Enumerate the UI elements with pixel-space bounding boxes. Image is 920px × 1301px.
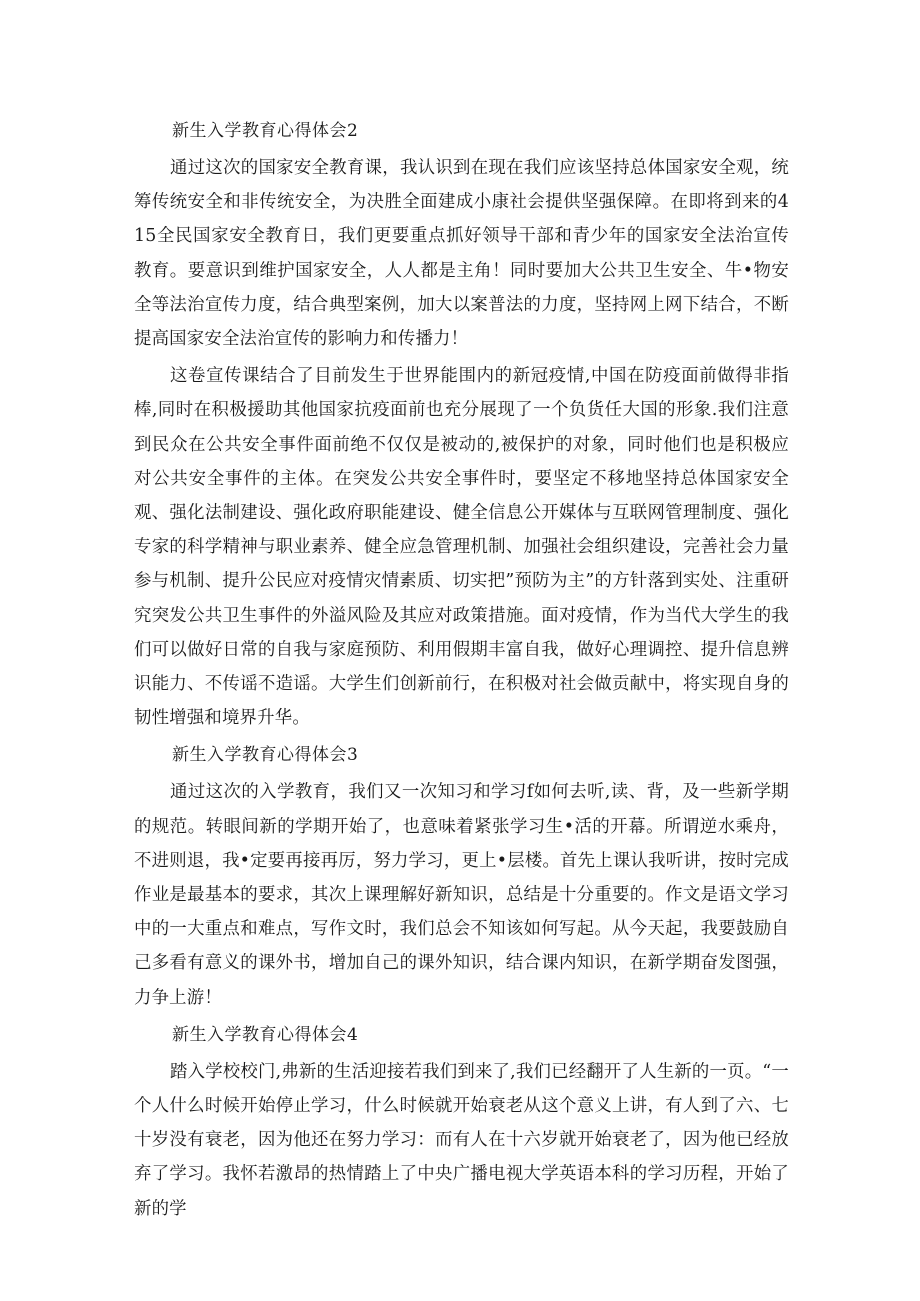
section-heading: 新生入学教育心得体会3: [172, 745, 359, 766]
document-body: [134, 114, 789, 1229]
body-paragraph: 通过这次的入学教育，我们又一次知习和学习f如何去听,读、背，及一些新学期的规范。转眼间新的学期开始了，也意味着紧张学习生•活的开幕。所谓逆水乘舟，不进则退，我•定要再接再厉，努力学习，更上•层楼。首先上课认我听讲，按时完成作业是最基本的要求，其次上课理解好新知识，总结是十分重要的。作文是语文学习中的一大重点和难点，写作文时，我们总会不知该如何写起。从今天起，我要鼓励自己多看有意义的课外书，增加自己的课外知识，结合课内知识，在新学期奋发图强，力争上游！: [134, 782, 789, 1008]
body-paragraph: 这卷宣传课结合了目前发生于世界能围内的新冠疫情,中国在防疫面前做得非指棒,同时在积极援助其他国家抗疫面前也充分展现了一个负货任大国的形象.我们注意到民众在公共安全事件面前绝不仅仅是被动的,被保护的对象，同时他们也是积极应对公共安全事件的主体。在突发公共安全事件时，要坚定不移地坚持总体国家安全观、强化法制建设、强化政府职能建设、健全信息公开媒体与互联网管理制度、强化专家的科学精神与职业素养、健全应急管理机制、加强社会组织建设，完善社会力量参与机制、提升公民应对疫情灾情素质、切实把”预防为主”的方针落到实处、注重研究突发公共卫生事件的外溢风险及其应对政策措施。面对疫情，作为当代大学生的我们可以做好日常的自我与家庭预防、利用假期丰富自我，做好心理调控、提升信息辨识能力、不传谣不造谣。大学生们创新前行，在积极对社会做贡献中，将实现自身的韧性增强和境界升华。: [134, 366, 789, 729]
section-heading: 新生入学教育心得体会4: [172, 1024, 359, 1045]
body-paragraph: 踏入学校校门,弗新的生活迎接若我们到来了,我们已经翻开了人生新的一页。“一个人什么时候开始停止学习，什么时候就开始衰老从这个意义上讲，有人到了六、七十岁没有衰老，因为他还在努力学习：而有人在十六岁就开始衰老了，因为他已经放弃了学习。我怀若激昂的热情踏上了中央广播电视大学英语本科的学习历程，开始了新的学: [134, 1061, 789, 1219]
section-heading: 新生入学教育心得体会2: [172, 121, 359, 141]
body-paragraph: 通过这次的国家安全教育课，我认识到在现在我们应该坚持总体国家安全观，统筹传统安全和非传统安全，为决胜全面建成小康社会提供坚强保障。在即将到来的415全民国家安全教育日，我们更要重点抓好领导干部和青少年的国家安全法治宣传教育。要意识到维护国家安全，人人都是主角！同时要加大公共卫生安全、牛•物安全等法治宣传力度，结合典型案例，加大以案普法的力度，坚持网上网下结合，不断提高国家安全法治宣传的影响力和传播力！: [134, 158, 789, 350]
